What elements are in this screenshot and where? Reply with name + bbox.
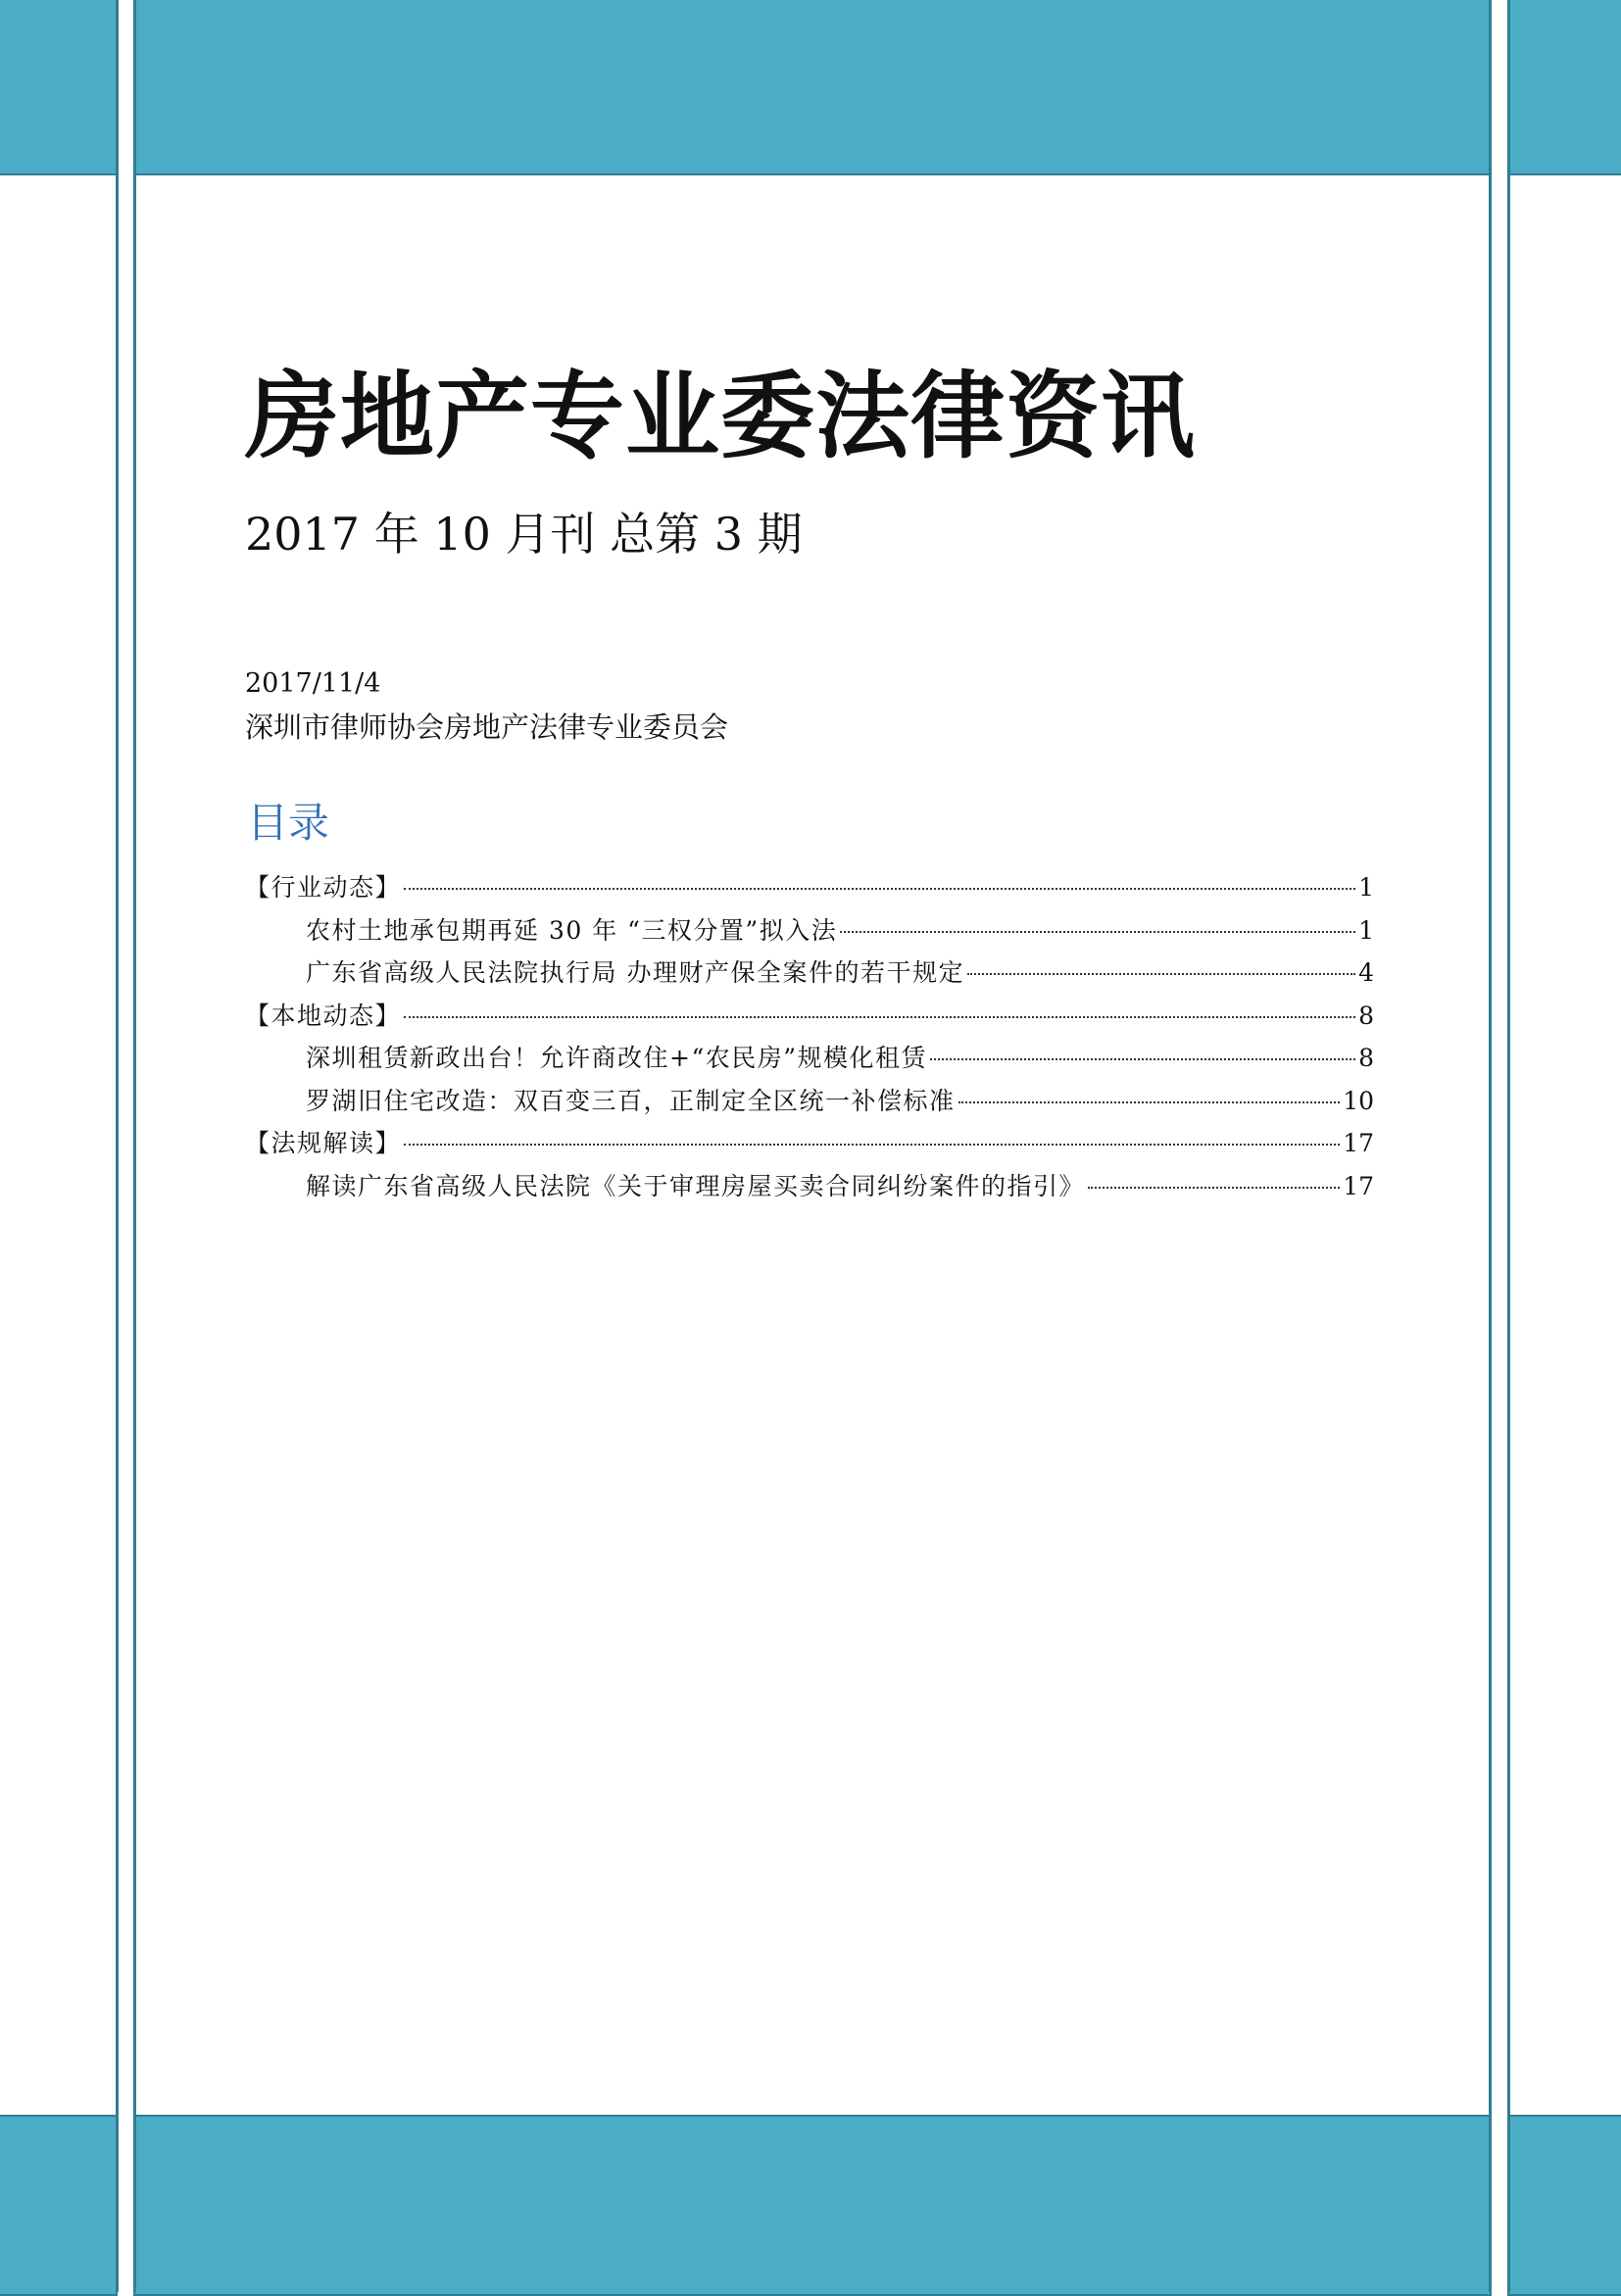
toc-entry-label: 罗湖旧住宅改造：双百变三百，正制定全区统一补偿标准 xyxy=(306,1086,956,1115)
toc-entry-label: 【法规解读】 xyxy=(245,1129,402,1157)
toc-dot-leader xyxy=(958,1101,1341,1103)
toc-page-number: 8 xyxy=(1358,1044,1374,1072)
toc-page-number: 1 xyxy=(1358,873,1374,902)
toc-dot-leader xyxy=(1088,1187,1340,1189)
toc-article-entry[interactable] xyxy=(245,955,1374,999)
toc-dot-leader xyxy=(840,931,1355,933)
toc-dot-leader xyxy=(404,1016,1355,1018)
toc-dot-leader xyxy=(404,1144,1340,1146)
toc-page-number: 17 xyxy=(1343,1171,1374,1200)
toc-page-number: 17 xyxy=(1343,1129,1374,1157)
bottom-right-band xyxy=(1507,2115,1621,2296)
toc-article-entry[interactable] xyxy=(245,1084,1374,1127)
toc-heading: 目录 xyxy=(247,799,330,847)
toc-section-entry[interactable] xyxy=(245,1126,1374,1169)
toc-page-number: 10 xyxy=(1343,1086,1374,1115)
toc-entry-label: 广东省高级人民法院执行局 办理财产保全案件的若干规定 xyxy=(306,958,964,987)
bottom-footer-band xyxy=(133,2115,1492,2296)
bottom-left-band xyxy=(0,2115,118,2296)
toc-article-entry[interactable] xyxy=(245,913,1374,956)
toc-entry-label: 【行业动态】 xyxy=(245,873,402,902)
toc-page-number: 4 xyxy=(1358,958,1374,987)
toc-entry-label: 深圳租赁新政出台！允许商改住+“农民房”规模化租赁 xyxy=(306,1044,928,1072)
top-header-band xyxy=(133,0,1492,175)
toc-dot-leader xyxy=(404,888,1355,890)
publisher-name: 深圳市律师协会房地产法律专业委员会 xyxy=(245,710,729,744)
toc-page-number: 1 xyxy=(1358,915,1374,945)
left-outer-rule xyxy=(116,0,119,2292)
toc-dot-leader xyxy=(930,1058,1355,1060)
toc-section-entry[interactable] xyxy=(245,999,1374,1042)
toc-article-entry[interactable] xyxy=(245,1041,1374,1084)
issue-subtitle: 2017 年 10 月刊 总第 3 期 xyxy=(245,508,803,561)
top-left-band xyxy=(0,0,118,175)
toc-entry-label: 解读广东省高级人民法院《关于审理房屋买卖合同纠纷案件的指引》 xyxy=(306,1171,1086,1200)
toc-article-entry[interactable] xyxy=(245,1169,1374,1212)
top-right-band xyxy=(1507,0,1621,175)
table-of-contents xyxy=(245,870,1374,1211)
toc-entry-label: 【本地动态】 xyxy=(245,1001,402,1030)
toc-section-entry[interactable] xyxy=(245,870,1374,913)
toc-page-number: 8 xyxy=(1358,1001,1374,1030)
right-inner-rule xyxy=(1489,0,1492,2292)
toc-entry-label: 农村土地承包期再延 30 年 “三权分置”拟入法 xyxy=(306,915,838,945)
left-inner-rule xyxy=(133,0,136,2292)
right-outer-rule xyxy=(1507,0,1510,2292)
document-title: 房地产专业委法律资讯 xyxy=(245,362,1196,471)
publication-date: 2017/11/4 xyxy=(245,668,381,699)
toc-dot-leader xyxy=(967,973,1355,975)
